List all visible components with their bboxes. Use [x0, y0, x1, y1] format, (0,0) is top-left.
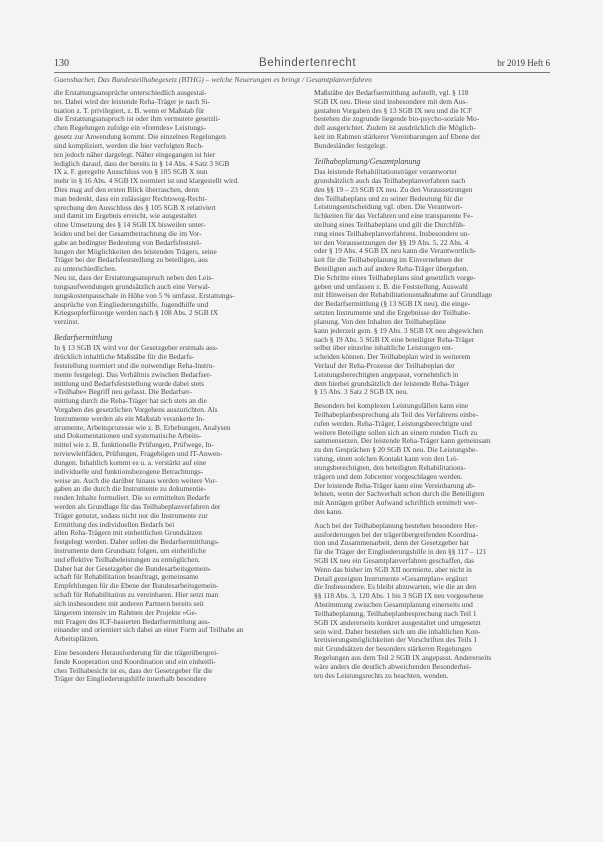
text-line: chen Regelungen zufolge ein »fremdes« Leistungs-: [54, 124, 207, 133]
text-line: ratung, einen solchen Kontakt kann von den Lei-: [314, 455, 459, 464]
left-column: [54, 89, 290, 689]
text-line: stungsberechtigten, den beteiligten Rehabilitations-: [314, 463, 466, 472]
text-line: lichkeiten für das Verfahren und eine transparente Fe-: [314, 212, 473, 221]
text-line: feststellung normiert und die notwendige Reha-Instru-: [54, 361, 215, 370]
text-block: [54, 649, 290, 684]
text-line: ausforderungen bei der trägerübergreifenden Koordina-: [314, 530, 479, 539]
text-line: werden als Grundlage für das Teilhabeplanverfahren der: [54, 502, 221, 511]
text-line: Detail gezeigten Instrumente »Gesamtplan« ergänzt: [314, 574, 468, 583]
text-line: schaft für Rehabilitation zu vereinbaren. Hier setzt man: [54, 591, 219, 600]
text-line: Teilhabeplanbesprechung als Teil des Verfahrens einbe-: [314, 411, 479, 420]
text-line: Vorgaben des gesetzlichen Vorgehens auszurichten. Als: [54, 406, 218, 415]
text-line: wäre anders die deutlich abweichenden Besonderhei-: [314, 662, 472, 671]
text-line: individuelle und funktionsbezogene Betrachtungs-: [54, 467, 204, 476]
text-line: IX a. F. geregelte Ausschluss von § 105 SGB X nun: [54, 168, 208, 177]
text-line: dem hierbei grundsätzlich der leistende Reha-Träger: [314, 379, 470, 388]
text-line: Dies mag auf den ersten Blick überraschen, denn: [54, 185, 199, 194]
text-line: Leistungsentscheidung vgl. oben. Die Verantwort-: [314, 203, 463, 212]
text-line: oder § 19 Abs. 4 SGB IX neu kann die Verantwortlich-: [314, 247, 477, 256]
text-line: ohne Umsetzung des § 14 SGB IX bisweilen unter-: [54, 221, 206, 230]
text-line: mit Grundsätzen der besonders stärkeren Regelungen: [314, 645, 472, 654]
text-line: und effektive Teilhabeleistungen zu ermöglichen.: [54, 555, 200, 564]
text-line: einander und orientiert sich dabei an einer Form auf Teilhabe an: [54, 626, 244, 635]
text-line: grundsätzlich auch das Teilhabeplanverfahren nach: [314, 176, 466, 185]
text-line: festgelegt werden. Daher sollen die Bedarfsermittlungs-: [54, 538, 220, 547]
text-line: Bundesländer festgelegt.: [314, 141, 388, 150]
text-line: zu unterschiedlichen.: [54, 265, 117, 274]
text-line: den §§ 19 – 23 SGB IX neu. Zu den Voraussetzungen: [314, 185, 473, 194]
text-block: [314, 157, 550, 398]
text-line: ten jedoch näher dargelegt. Näher eingegangen ist hier: [54, 150, 216, 159]
text-line: die Insbesondere. Es bleibt abzuwarten, wie die an den: [314, 583, 477, 592]
text-line: Verlauf der Reha-Prozesse der Teilhabeplan der: [314, 361, 455, 370]
text-line: tungskostenpauschale in Höhe von 5 % umfasst. Erstattungs-: [54, 291, 235, 300]
page-header: [54, 58, 550, 73]
text-line: weitere Beteiligte sollen sich an einem runden Tisch zu: [314, 428, 478, 437]
text-line: lehnen, wenn der Sachverhalt schon durch die Beteiligten: [314, 490, 485, 499]
text-line: Neu ist, dass der Erstattungsanspruch neben den Leis-: [54, 274, 214, 283]
text-line: tungsaufwendungen grundsätzlich auch eine Verwal-: [54, 282, 211, 291]
text-line: gestalten Vorgaben des § 13 SGB IX neu und die ICF: [314, 106, 473, 115]
text-line: ter den Voraussetzungen der §§ 19 Abs. 5, 22 Abs. 4: [314, 238, 469, 247]
text-line: Empfehlungen für die Ebene der Bundesarbeitsgemein-: [54, 582, 219, 591]
text-line: längerem intensiv im Rahmen der Projekte »Ge-: [54, 608, 198, 617]
text-line: instrumente dem Grundsatz folgen, um einheitliche: [54, 547, 206, 556]
text-line: leiden und bei der Gesamtbetrachtung die im Vor-: [54, 230, 202, 238]
text-line: dungen. Inhaltlich kommt es u. a. verstärkt auf eine: [54, 458, 207, 467]
text-line: Träger genutzt, sodass nicht nur die Instrumente zur: [54, 511, 208, 520]
text-line: keit im Rahmen stärkerer Vereinbarungen auf Ebene der: [314, 133, 481, 142]
text-line: mittel wie z. B. funktionelle Prüfungen, Prüfwege, In-: [54, 441, 214, 450]
section-heading: Bedarfsermittlung: [54, 332, 113, 342]
text-line: terviewleitfäden, Prüfungen, Fragebögen und IT-Anwen-: [54, 450, 223, 459]
text-line: Teilhabeplanung, Teilhabeplanbesprechung nach Teil 1: [314, 609, 477, 618]
text-line: Träger der Eingliederungshilfe innerhalb besondere: [54, 675, 207, 684]
text-line: verzinst.: [54, 318, 80, 327]
text-line: Eine besondere Herausforderung für die trägerübergrei-: [54, 648, 219, 657]
text-line: Das leistende Rehabilitationsträger verantwortet: [314, 168, 457, 177]
text-line: mit Hinweisen der Rehabilitationsmaßnahme auf Grundlage: [314, 291, 492, 300]
text-line: lungen der Möglichkeiten des leistenden Trägers, seine: [54, 247, 217, 256]
text-line: des Teilhabeplans und zu seiner Bedeutung für die: [314, 194, 463, 203]
text-line: und Dokumentationen und systematische Arbeits-: [54, 432, 202, 441]
text-line: In § 13 SGB IX wird vor der Gesetzgeber erstmals aus-: [54, 344, 219, 353]
text-line: §§ 118 Abs. 3, 120 Abs. 1 bis 3 SGB IX neu vorgesehene: [314, 592, 484, 601]
text-line: mehr in § 16 Abs. 4 SGB IX normiert ist und klargestellt wird.: [54, 177, 240, 186]
text-line: SGB IX neu. Diese sind insbesondere mit dem Aus-: [314, 97, 468, 106]
text-line: nach § 19 Abs. 5 SGB IX eine beteiligter Reha-Träger: [314, 335, 475, 344]
text-line: stellung eines Teilhabeplans und gilt die Durchfüh-: [314, 220, 466, 229]
text-line: die Erstattungsanspruch ist oder ihm vermutete gesetzli-: [54, 115, 221, 124]
text-line: für die Träger der Eingliederungshilfe in den §§ 117 – 121: [314, 548, 487, 557]
text-line: Wenn das bisher im SGB XII normierte, aber nicht in: [314, 565, 472, 574]
text-line: bestehen die zugrunde liegende bio-psycho-soziale Mo-: [314, 115, 480, 124]
text-line: Regelungen aus dem Teil 2 SGB IX angepasst. Andererseits: [314, 653, 492, 662]
text-line: schaft für Rehabilitation beauftragt, gemeinsame: [54, 573, 199, 582]
text-line: sind kompliziert, werden die hier verfolgten Rech-: [54, 141, 204, 150]
text-line: tuation z. T. privilegiert, z. B. wenn er Maßstab für: [54, 106, 205, 115]
page-number: 130: [54, 58, 69, 69]
text-line: zu den Gesprächen § 20 SGB IX neu. Die Leistungsbe-: [314, 446, 478, 455]
text-line: Auch bei der Teilhabeplanung bestehen besondere Her-: [314, 521, 478, 530]
text-line: tion und Zusammenarbeit, denn der Gesetzgeber hat: [314, 539, 469, 548]
text-line: selbst über einzelne inhaltliche Leistungen ent-: [314, 344, 454, 353]
text-line: SGB IX neu ein Gesamtplanverfahren geschaffen, das: [314, 557, 475, 566]
text-line: SGB IX andererseits konkret ausgestaltet und umgesetzt: [314, 618, 481, 627]
text-line: Träger bei der Bedarfsfeststellung zu beteiligen, aus: [54, 256, 208, 265]
text-line: setzten Instrumente und die Ergebnisse der Teilhabe-: [314, 309, 471, 318]
text-line: kann jederzeit gem. § 19 Abs. 3 SGB IX neu abgewichen: [314, 326, 484, 335]
text-block: [54, 333, 290, 644]
text-line: allen Reha-Trägern mit einheitlichen Grundsätzen: [54, 529, 202, 538]
text-line: tet. Dabei wird der leistende Reha-Träger je nach Si-: [54, 97, 210, 106]
text-line: Ermittlung des individuellen Bedarfs bei: [54, 520, 175, 529]
text-line: und damit im Ergebnis erreicht, wie ausgestaltet: [54, 212, 197, 221]
text-line: »Teilhabe« Begriff neu gefasst. Die Bedarfser-: [54, 388, 192, 397]
text-line: lediglich darauf, dass der bereits in § 14 Abs. 4 Satz 3 SGB: [54, 159, 230, 168]
text-line: Instrumente werden als ein Maßstab verankerte In-: [54, 414, 205, 423]
issue-label: br 2019 Heft 6: [497, 58, 550, 68]
text-line: Kriegsopferfürsorge werden nach § 108 Abs. 2 SGB IX: [54, 309, 219, 318]
text-line: Leistungsberechtigten angepasst, vornehmlich in: [314, 370, 459, 379]
right-column: [314, 89, 550, 685]
text-line: mit Anträgen gröber Aufwand schriftlich ermittelt wer-: [314, 499, 477, 508]
journal-title: Behindertenrecht: [259, 57, 357, 69]
text-line: kretisierungsmöglichkeiten der Vorschriften des Teils 1: [314, 636, 478, 645]
text-line: Abstimmung zwischen Gesamtplanung einerseits und: [314, 601, 473, 610]
text-line: Beteiligten auch auf andere Reha-Träger übergehen.: [314, 265, 469, 274]
text-line: Maßstäbe der Bedarfsermittlung aufstellt, vgl. § 118: [314, 89, 469, 97]
text-block: [314, 89, 550, 151]
text-line: Daher hat der Gesetzgeber die Bundesarbeitsgemein-: [54, 564, 212, 573]
text-block: [314, 402, 550, 517]
text-line: ansprüche von Eingliederungshilfe, Jugendhilfe und: [54, 300, 209, 309]
text-line: mittlung durch die Reha-Träger hat sich stets an die: [54, 397, 207, 406]
text-line: mit Fragen des ICF-basierten Bedarfsermittlung aus-: [54, 617, 211, 626]
running-subtitle: Gaensbacher, Das Bundesteilhabegesetz (BTHG) – welche Neuerungen es bringt / Gesamtplanverfahren: [54, 75, 372, 84]
text-line: gabe an bedingter Bedeutung von Bedarfsfeststel-: [54, 238, 202, 247]
text-line: den kann.: [314, 507, 343, 516]
text-line: keit für die Teilhabeplanung im Einvernehmen der: [314, 256, 464, 265]
text-line: strumente, Arbeitsprozesse wie z. B. Erhebungen, Analysen: [54, 423, 231, 432]
text-line: § 15 Abs. 3 Satz 2 SGB IX neu.: [314, 388, 409, 397]
text-line: weise an. Auch die darüber hinaus werden weitere Vor-: [54, 476, 218, 485]
text-line: fende Kooperation und Koordination und ein einheitli-: [54, 657, 216, 666]
text-line: sich insbesondere mit anderen Partnern bereits seit: [54, 599, 204, 608]
text-line: rung eines Teilhabeplanverfahrens. Insbesondere un-: [314, 229, 470, 238]
text-line: renden Inhalte formuliert. Die so ermittelten Bedarfe: [54, 494, 211, 503]
text-line: scheiden können. Der Teilhabeplan wird in weiterem: [314, 353, 471, 362]
text-line: sprechung den Ausschluss des § 105 SGB X relativiert: [54, 203, 216, 212]
text-line: planung. Von den Inhalten der Teilhabepläne: [314, 317, 447, 326]
text-line: rufen werden. Reha-Träger, Leistungsberechtigte und: [314, 419, 472, 428]
text-line: der Bedarfsermittlung (§ 13 SGB IX neu), die einge-: [314, 300, 471, 309]
text-block: [54, 89, 290, 327]
text-block: [314, 522, 550, 681]
text-line: man bedenkt, dass ein zulässiger Rechtsweg-Recht-: [54, 194, 208, 203]
text-line: geben und umfassen z. B. die Feststellung, Auswahl: [314, 282, 468, 291]
text-line: gaben an die durch die Instrumente zu dokumentie-: [54, 485, 207, 494]
text-line: trägern und dem Jobcenter vorgeschlagen werden.: [314, 472, 463, 481]
text-line: ten des Leistungsrechts zu beachten, wenden.: [314, 671, 449, 680]
text-line: Besonders bei komplexen Leistungsfällen kann eine: [314, 402, 469, 411]
text-line: Die Schritte eines Teilhabeplans sind gesetzlich vorge-: [314, 273, 476, 282]
text-line: Arbeitsplätzen.: [54, 635, 99, 644]
text-line: ches Teilhabesicht ist es, dass der Gesetzgeber für die: [54, 666, 213, 675]
section-heading: Teilhabeplanung/Gesamtplanung: [314, 156, 421, 166]
text-line: mittlung und Bedarfsfeststellung wurde dabei stets: [54, 379, 205, 388]
text-line: die Erstattungsansprüche unterschiedlich ausgestal-: [54, 89, 207, 97]
text-line: gesetz zur Anwendung kommt. Die einzelnen Regelungen: [54, 133, 226, 142]
text-line: mente festgelegt. Das Verhältnis zwischen Bedarfser-: [54, 370, 212, 379]
text-line: Der leistende Reha-Träger kann eine Vereinbarung ab-: [314, 481, 476, 490]
text-line: sein wird. Daher bestehen sich um die inhaltlichen Kon-: [314, 627, 481, 636]
text-line: drücklich inhaltliche Maßstäbe für die Bedarfs-: [54, 353, 195, 362]
text-line: dell ausgerichtet. Zudem ist ausdrücklich die Möglich-: [314, 124, 476, 133]
text-line: sammensetzen. Der leistende Reha-Träger kann gemeinsam: [314, 437, 491, 446]
